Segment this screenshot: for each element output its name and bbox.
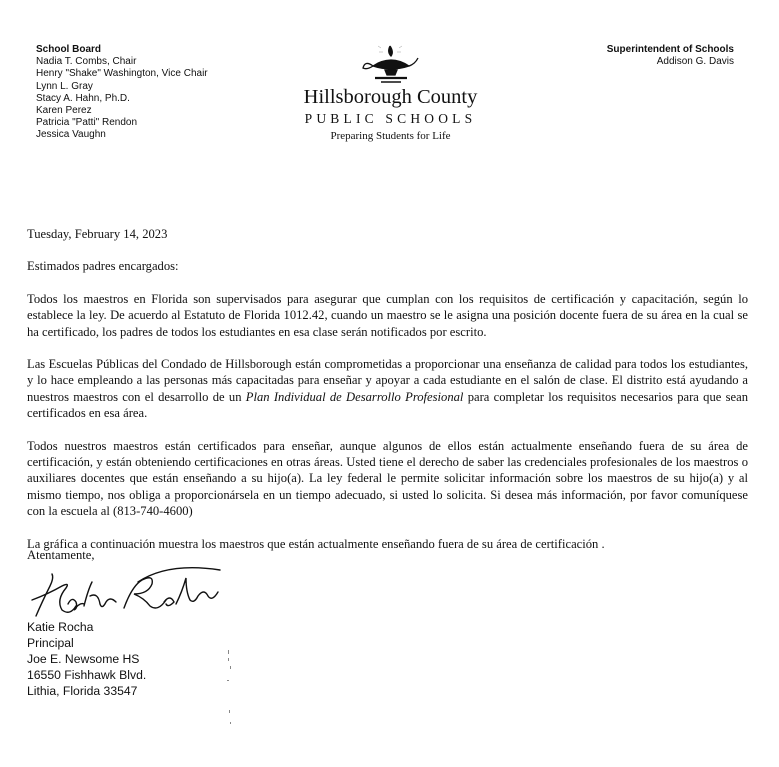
district-logo bbox=[268, 44, 513, 143]
board-member: Stacy A. Hahn, Ph.D. bbox=[36, 92, 130, 104]
signer-block bbox=[27, 619, 146, 699]
paragraph-1: Todos los maestros en Florida son supervisados para asegurar que cumplan con los requisitos de certificación y capacitación, según lo establece la ley. De acuerdo al Estatuto de Florida 1012.42, cuando un maestro se le asigna una posición docente fuera de su área en la cual se ha certificado, los padres de todos los estudiantes en esa clase serán notificados por escrito. bbox=[27, 291, 748, 339]
letter-closing: Atentamente, bbox=[27, 548, 95, 562]
paragraph-2-text-b: para completar los requisitos necesarios para que sean certificados en esa área. bbox=[27, 389, 748, 421]
board-member: Lynn L. Gray bbox=[36, 80, 93, 92]
board-member: Jessica Vaughn bbox=[36, 129, 106, 141]
paragraph-4: La gráfica a continuación muestra los maestros que están actualmente enseñando fuera de su área de certificación . bbox=[27, 536, 605, 551]
paragraph-2 bbox=[27, 356, 748, 422]
signer-title: Principal bbox=[27, 636, 74, 650]
district-name: Hillsborough County bbox=[303, 86, 478, 108]
superintendent-block bbox=[607, 44, 734, 68]
letter-greeting: Estimados padres encargados: bbox=[27, 259, 179, 274]
letter-date: Tuesday, February 14, 2023 bbox=[27, 227, 168, 241]
lamp-of-learning-icon bbox=[361, 44, 421, 86]
school-name: Joe E. Newsome HS bbox=[27, 652, 140, 666]
board-member: Karen Perez bbox=[36, 105, 92, 117]
handwritten-signature bbox=[28, 560, 238, 622]
school-street: 16550 Fishhawk Blvd. bbox=[27, 668, 147, 682]
district-subtitle: PUBLIC SCHOOLS bbox=[304, 111, 477, 126]
paragraph-3: Todos nuestros maestros están certificados para enseñar, aunque algunos de ellos están actualmente enseñando fuera de su área de certificación, y están obteniendo certificaciones en otras áreas. Usted tiene el derecho de saber las credenciales profesionales de los maestros o auxiliares docentes que están enseñando a su hijo(a). La ley federal le permite solicitar información sobre los maestros de su hijo(a) y al mismo tiempo, nos obliga a proporcionársela en un tiempo adecuado, si usted lo solicita. Si desea más información, por favor comuníquese con la escuela al (813-740-4600) bbox=[27, 438, 748, 519]
scan-specks bbox=[222, 650, 242, 740]
school-board-list bbox=[36, 44, 208, 142]
school-board-heading: School Board bbox=[36, 44, 102, 55]
paragraph-2-text-a: Las Escuelas Públicas del Condado de Hillsborough están comprometidas a proporcionar una enseñanza de calidad para todos los estudiantes, y lo hace empleando a las personas más capacitadas para enseñar y apoyar a cada estudiante en el salón de clase. El distrito está ayudando a nuestros maestros con el desarrollo de un bbox=[27, 357, 748, 404]
board-member: Nadia T. Combs, Chair bbox=[36, 56, 137, 68]
plan-title: Plan Individual de Desarrollo Profesional bbox=[245, 389, 464, 404]
letter-body bbox=[27, 226, 748, 568]
superintendent-heading: Superintendent of Schools bbox=[606, 44, 734, 55]
superintendent-name: Addison G. Davis bbox=[656, 56, 734, 68]
district-tagline: Preparing Students for Life bbox=[330, 130, 451, 142]
board-member: Patricia "Patti" Rendon bbox=[36, 117, 138, 129]
board-member: Henry "Shake" Washington, Vice Chair bbox=[36, 68, 208, 80]
school-city: Lithia, Florida 33547 bbox=[27, 684, 138, 698]
signer-name: Katie Rocha bbox=[27, 620, 94, 634]
